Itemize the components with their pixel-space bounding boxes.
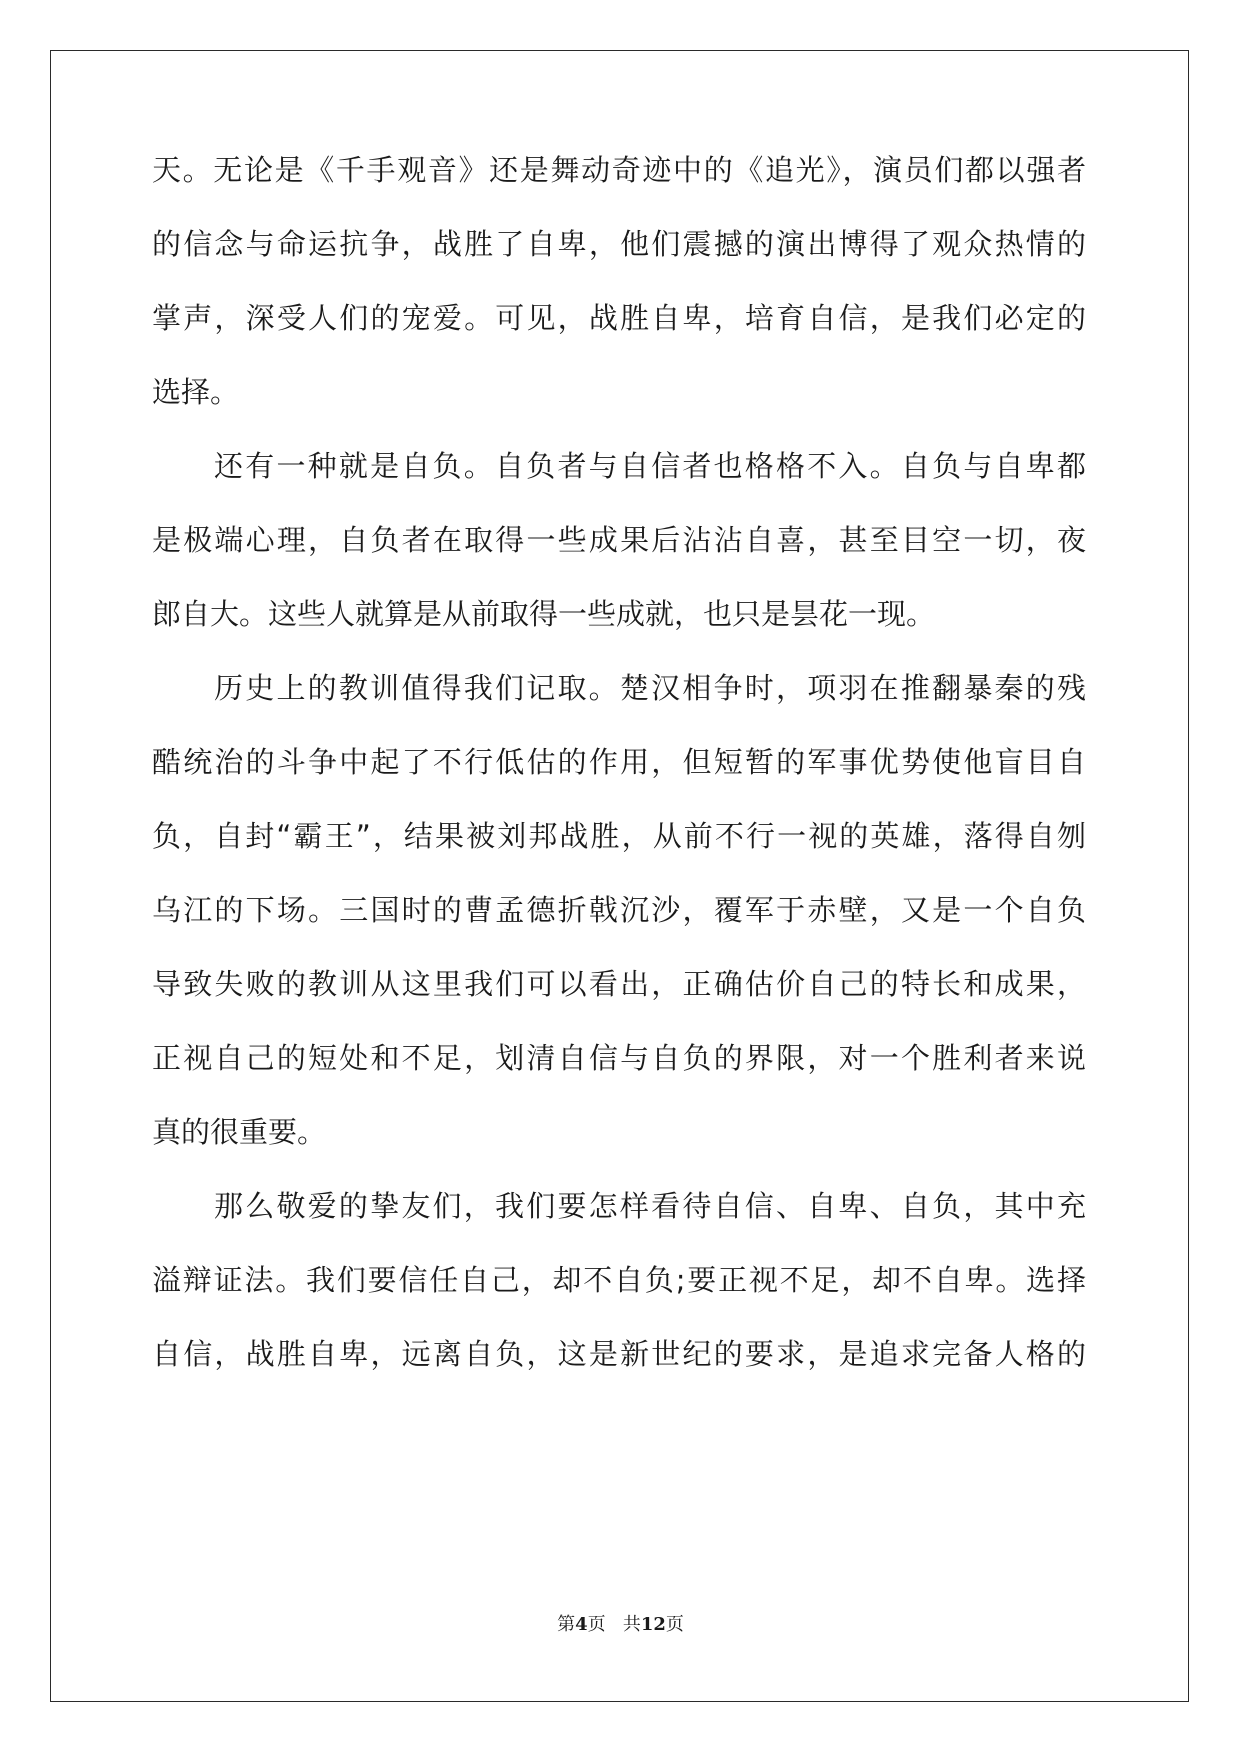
- text-line: 的信念与命运抗争，战胜了自卑，他们震撼的演出博得了观众热情的: [152, 227, 1086, 261]
- total-pages-prefix: 共: [622, 1614, 641, 1635]
- text-line: 掌声，深受人们的宠爱。可见，战胜自卑，培育自信，是我们必定的: [152, 301, 1086, 335]
- page-border: [50, 50, 1189, 1702]
- text-line: 溢辩证法。我们要信任自己，却不自负;要正视不足，却不自卑。选择: [152, 1263, 1086, 1297]
- text-line: 自信，战胜自卑，远离自负，这是新世纪的要求，是追求完备人格的: [152, 1337, 1086, 1371]
- paragraph-first-line: 历史上的教训值得我们记取。楚汉相争时，项羽在推翻暴秦的残: [214, 671, 1086, 705]
- page-number-suffix: 页: [587, 1614, 606, 1635]
- text-line: 天。无论是《千手观音》还是舞动奇迹中的《追光》，演员们都以强者: [152, 153, 1086, 187]
- text-line: 负，自封“霸王”，结果被刘邦战胜，从前不行一视的英雄，落得自刎: [152, 819, 1086, 853]
- total-pages: 12: [640, 1614, 666, 1635]
- text-line: 正视自己的短处和不足，划清自信与自负的界限，对一个胜利者来说: [152, 1041, 1086, 1075]
- paragraph-first-line: 还有一种就是自负。自负者与自信者也格格不入。自负与自卑都: [214, 449, 1086, 483]
- text-line: 酷统治的斗争中起了不行低估的作用，但短暂的军事优势使他盲目自: [152, 745, 1086, 779]
- total-pages-suffix: 页: [665, 1614, 684, 1635]
- text-line: 是极端心理，自负者在取得一些成果后沾沾自喜，甚至目空一切，夜: [152, 523, 1086, 557]
- page-number-prefix: 第: [557, 1614, 576, 1635]
- text-line: 导致失败的教训从这里我们可以看出，正确估价自己的特长和成果，: [152, 967, 1086, 1001]
- text-line: 选择。: [152, 375, 240, 409]
- paragraph-first-line: 那么敬爱的挚友们，我们要怎样看待自信、自卑、自负，其中充: [214, 1189, 1086, 1223]
- text-line: 乌江的下场。三国时的曹孟德折戟沉沙，覆军于赤壁，又是一个自负: [152, 893, 1086, 927]
- text-line: 郎自大。这些人就算是从前取得一些成就，也只是昙花一现。: [152, 597, 936, 631]
- page-footer: [0, 1610, 1241, 1636]
- page-number: 4: [575, 1614, 588, 1635]
- text-line: 真的很重要。: [152, 1115, 327, 1149]
